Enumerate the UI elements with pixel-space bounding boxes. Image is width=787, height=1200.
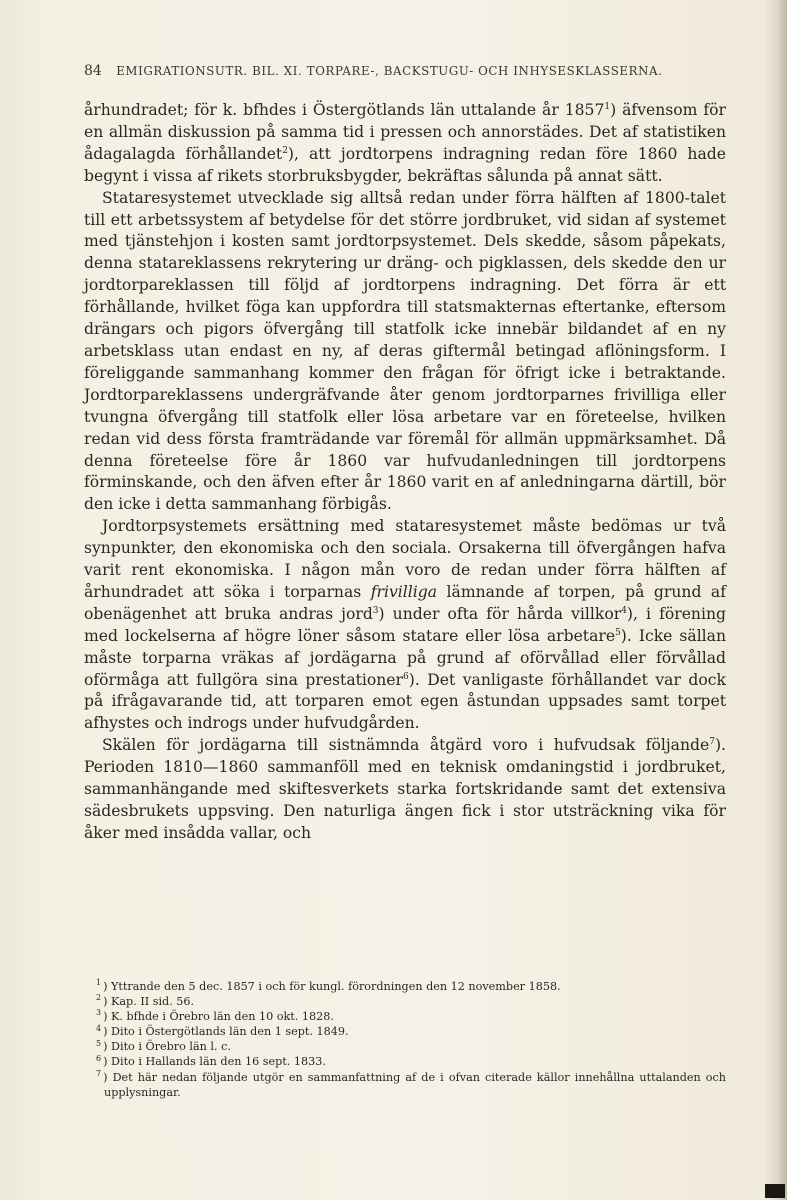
footnote-ref: 4 xyxy=(621,605,627,616)
footnote-text: Dito i Örebro län l. c. xyxy=(111,1040,231,1054)
paragraph xyxy=(84,100,726,188)
footnote xyxy=(84,1024,726,1039)
footnote-text: Dito i Hallands län den 16 sept. 1833. xyxy=(111,1055,326,1069)
footnote-mark: 3 xyxy=(96,1008,102,1018)
body-text xyxy=(84,100,726,845)
footnote xyxy=(84,1054,726,1069)
text-run: ), att jordtorpens indragning redan före 1860 hade begynt i vissa af rikets storbruksbygder, bekräftas sålunda på annat sätt. xyxy=(84,144,726,185)
footnote-mark: 2 xyxy=(96,993,102,1003)
footnote-paren: ) xyxy=(103,980,112,993)
footnote-text: Kap. II sid. 56. xyxy=(111,995,195,1009)
footnote-paren: ) xyxy=(103,995,112,1009)
footnote-text: K. bfhde i Örebro län den 10 okt. 1828. xyxy=(111,1010,334,1024)
text-run: århundradet; för k. bfhdes i Östergötlands län uttalande år 1857 xyxy=(84,101,605,119)
footnote-mark: 5 xyxy=(96,1038,102,1048)
italic-text: frivilliga xyxy=(370,582,438,601)
page-edge-shadow xyxy=(765,0,787,1200)
text-run: Stataresystemet utvecklade sig alltså redan under förra hälften af 1800-talet till ett arbetssystem af betydelse för det större jordbruket, vid sidan af systemet med tjänstehjon i kosten samt jordtorpsystemet. Dels skedde, såsom påpekats, denna statareklassens rekrytering ur dräng- och pigklassen, dels skedde den ur jordtorpareklassen till följd af jordtorpens indragning. Det förra är ett förhållande, hvilket föga kan uppfordra till statsmakternas eftertanke, eftersom drängars och pigors öfvergång till statfolk icke innebär bildandet af en ny arbetsklass utan endast en ny, af deras giftermål betingad aflöningsform. I föreliggande sammanhang kommer den frågan för öfrigt icke i betraktande. Jordtorpareklassens undergräfvande åter genom jordtorparnes frivilliga eller tvungna öfvergång till statfolk eller lösa arbetare var en företeelse, hvilken redan vid dess första framträdande var föremål för allmän uppmärksamhet. Då denna företeelse före år 1860 var hufvudanledningen till jordtorpens förminskande, och den äfven efter år 1860 varit en af anledningarna därtill, bör den icke i detta sammanhang förbigås. xyxy=(84,188,726,514)
scan-corner-mark xyxy=(765,1184,785,1198)
footnote-mark: 7 xyxy=(96,1068,102,1078)
text-run: ). Det vanligaste förhållandet var dock på ifrågavarande tid, att torparen emot egen åstundan uppsades samt torpet afhystes och indrogs under hufvudgården. xyxy=(84,670,726,733)
text-run: ). Icke sällan måste torparna vräkas af jordägarna på grund af oförvållad eller förvållad oförmåga att fullgöra sina prestationer xyxy=(84,626,727,689)
footnote-text: Dito i Östergötlands län den 1 sept. 1849. xyxy=(111,1025,349,1039)
footnote-ref: 1 xyxy=(604,101,611,112)
footnote xyxy=(84,979,726,994)
text-run: ) under ofta för hårda villkor xyxy=(378,604,622,623)
footnote-ref: 3 xyxy=(372,605,379,616)
footnote xyxy=(84,1009,726,1024)
footnote-mark: 1 xyxy=(96,978,102,988)
running-header xyxy=(84,63,724,79)
footnote xyxy=(84,994,726,1009)
footnote-paren: ) xyxy=(103,1040,112,1054)
text-run: ) äfvensom för en allmän diskussion på samma tid i pressen och annorstädes. Det af statistiken ådagalagda förhållandet xyxy=(84,101,726,163)
footnote xyxy=(84,1070,726,1100)
footnote xyxy=(84,1039,726,1054)
page-number: 84 xyxy=(84,63,102,79)
footnote-paren: ) xyxy=(103,1070,113,1084)
running-title: EMIGRATIONSUTR. BIL. XI. TORPARE-, BACKSTUGU- OCH INHYSESKLASSERNA. xyxy=(116,64,663,78)
footnote-ref: 6 xyxy=(403,671,409,682)
footnote-text: Yttrande den 5 dec. 1857 i och för kungl. förordningen den 12 november 1858. xyxy=(111,980,561,993)
paragraph xyxy=(84,188,726,517)
paragraph xyxy=(84,516,726,735)
footnote-mark: 6 xyxy=(96,1053,102,1063)
text-run: Jordtorpsystemets ersättning med stataresystemet måste bedömas ur två synpunkter, den ekonomiska och den sociala. Orsakerna till öfvergången hafva varit rent ekonomiska. I någon mån voro de redan under förra hälften af århundradet att söka i torparnas xyxy=(84,517,726,601)
footnote-ref: 5 xyxy=(615,627,621,638)
text-run: ), i förening med lockelserna af högre löner såsom statare eller lösa arbetare xyxy=(84,604,726,645)
footnote-paren: ) xyxy=(103,1055,112,1069)
text-run: ). Perioden 1810—1860 sammanföll med en teknisk omdaningstid i jordbruket, sammanhängande med skiftesverkets starka fortskridande samt det extensiva sädesbrukets uppsving. Den naturliga ängen fick i stor utsträckning vika för åker med insådda vallar, och xyxy=(84,736,726,842)
paragraph xyxy=(84,735,726,845)
footnote-paren: ) xyxy=(103,1010,112,1024)
footnotes xyxy=(84,979,726,1100)
footnote-ref: 2 xyxy=(282,145,288,156)
footnote-mark: 4 xyxy=(96,1023,102,1033)
footnote-paren: ) xyxy=(103,1025,112,1039)
footnote-ref: 7 xyxy=(709,737,715,748)
footnote-text: Det här nedan följande utgör en sammanfattning af de i ofvan citerade källor innehållna uttalanden och upplysningar. xyxy=(104,1070,726,1099)
text-run: lämnande af torpen, på grund af obenägenhet att bruka andras jord xyxy=(84,582,726,623)
text-run: Skälen för jordägarna till sistnämnda åtgärd voro i hufvudsak följande xyxy=(102,736,710,755)
